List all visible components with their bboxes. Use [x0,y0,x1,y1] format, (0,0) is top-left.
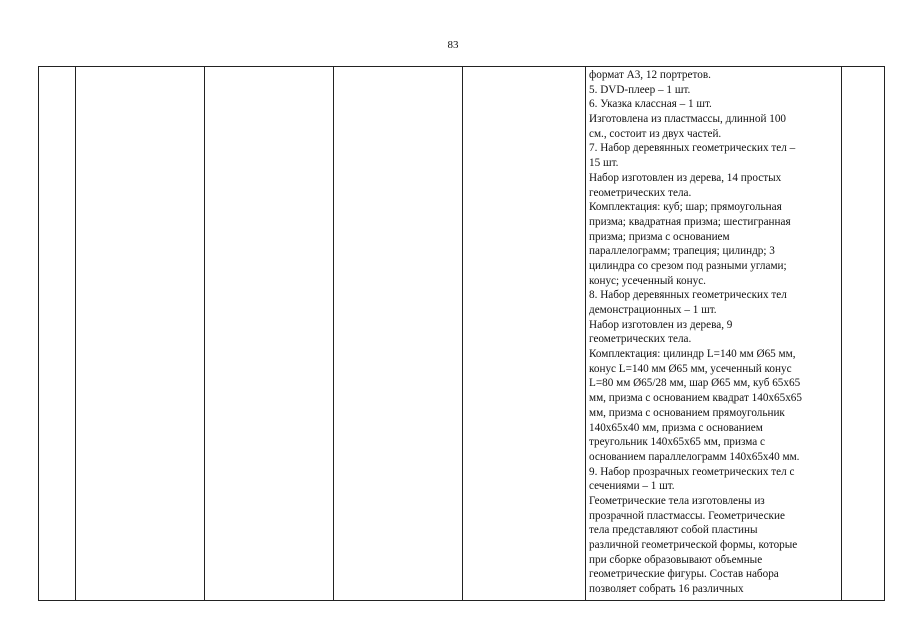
description-line: призма; квадратная призма; шестигранная [589,215,791,228]
table-cell-col5 [463,67,586,601]
description-line: Комплектация: цилиндр L=140 мм Ø65 мм, [589,348,796,361]
description-line: 140х65х40 мм, призма с основанием [589,421,763,434]
page-number: 83 [447,39,459,51]
description-line: основанием параллелограмм 140х65х40 мм. [589,450,800,463]
description-line: геометрические фигуры. Состав набора [589,568,779,581]
description-line: Изготовлена из пластмассы, длинной 100 [589,113,787,126]
description-line: тела представляют собой пластины [589,524,758,537]
description-line: конус L=140 мм Ø65 мм, усеченный конус [589,362,792,375]
table-cell-description [586,67,842,601]
table-cell-name [76,67,205,601]
description-line: 5. DVD-плеер – 1 шт. [589,83,691,96]
description-line: при сборке образовывают объемные [589,553,763,566]
description-line: мм, призма с основанием квадрат 140х65х65 [589,392,802,405]
table-cell-col4 [334,67,463,601]
table-row [39,67,885,601]
description-text [586,67,841,597]
description-line: треугольник 140х65х65 мм, призма с [589,436,766,449]
description-line: см., состоит из двух частей. [589,127,722,140]
description-line: 7. Набор деревянных геометрических тел – [589,142,796,155]
description-line: Набор изготовлен из дерева, 9 [589,318,733,331]
description-line: демонстрационных – 1 шт. [589,304,717,316]
description-line: 8. Набор деревянных геометрических тел [589,289,787,302]
description-line: прозрачной пластмассы. Геометрические [589,509,785,522]
description-line: позволяет собрать 16 различных [589,583,744,596]
description-line: L=80 мм Ø65/28 мм, шар Ø65 мм, куб 65х65 [589,377,801,390]
description-line: Комплектация: куб; шар; прямоугольная [589,201,782,214]
description-line: формат А3, 12 портретов. [589,69,711,81]
table-cell-last [842,67,885,601]
description-line: цилиндра со срезом под разными углами; [589,259,787,272]
description-line: 9. Набор прозрачных геометрических тел с [589,465,795,478]
description-line: Геометрические тела изготовлены из [589,494,765,507]
specification-table [38,66,885,601]
description-line: конус; усеченный конус. [589,274,706,287]
description-line: мм, призма с основанием прямоугольник [589,406,785,419]
table-cell-col3 [205,67,334,601]
description-line: Набор изготовлен из дерева, 14 простых [589,171,782,184]
description-line: призма; призма с основанием [589,230,730,243]
table-cell-number [39,67,76,601]
description-line: 15 шт. [589,157,619,170]
description-line: сечениями – 1 шт. [589,480,675,493]
description-line: геометрических тела. [589,186,692,199]
description-line: различной геометрической формы, которые [589,539,798,551]
description-line: 6. Указка классная – 1 шт. [589,98,712,111]
description-line: параллелограмм; трапеция; цилиндр; 3 [589,245,775,258]
description-line: геометрических тела. [589,333,692,346]
